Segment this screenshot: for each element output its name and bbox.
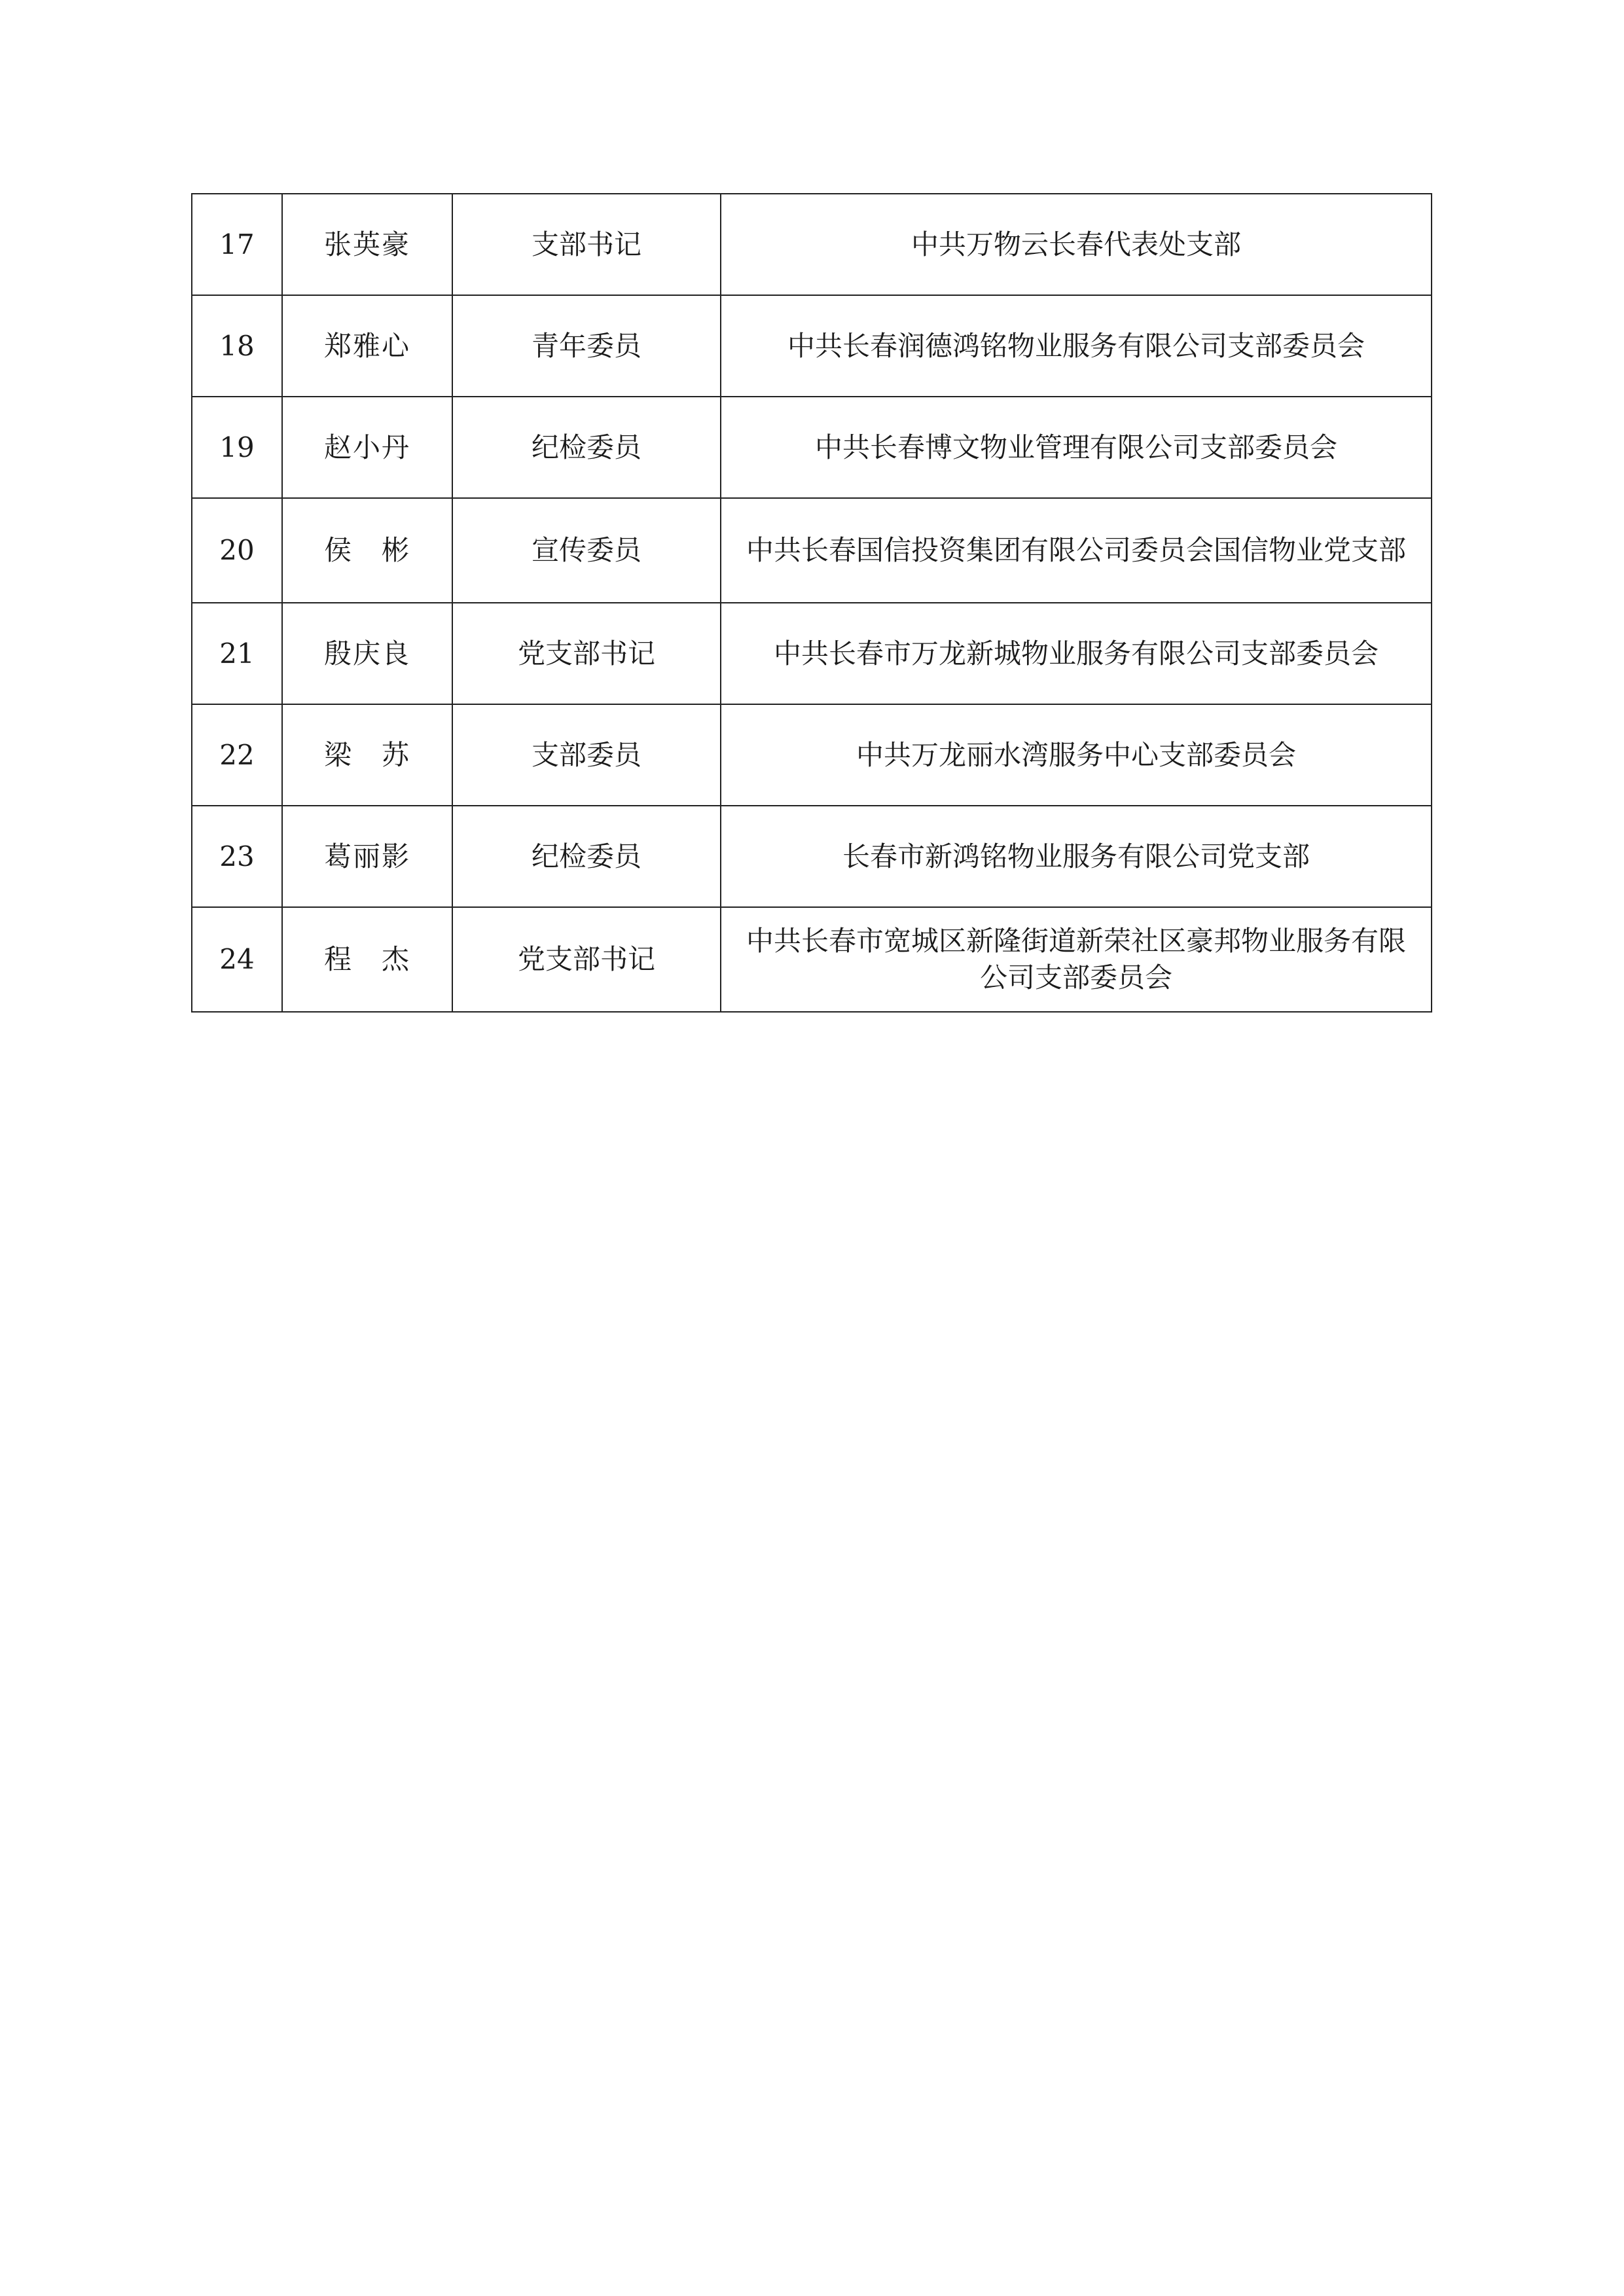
member-role: 纪检委员 [452, 806, 721, 907]
organization-name: 中共长春润德鸿铭物业服务有限公司支部委员会 [721, 295, 1432, 397]
member-name: 程 杰 [282, 907, 452, 1012]
organization-name: 中共长春市宽城区新隆街道新荣社区豪邦物业服务有限公司支部委员会 [721, 907, 1432, 1012]
table-row [192, 603, 1432, 704]
row-number: 19 [192, 397, 282, 498]
table-row [192, 907, 1432, 1012]
member-role: 党支部书记 [452, 907, 721, 1012]
member-role: 宣传委员 [452, 498, 721, 603]
member-name: 侯 彬 [282, 498, 452, 603]
row-number: 20 [192, 498, 282, 603]
organization-name: 中共万物云长春代表处支部 [721, 194, 1432, 295]
member-name: 张英豪 [282, 194, 452, 295]
organization-name: 中共长春国信投资集团有限公司委员会国信物业党支部 [721, 498, 1432, 603]
table-row [192, 704, 1432, 806]
row-number: 23 [192, 806, 282, 907]
row-number: 22 [192, 704, 282, 806]
member-role: 青年委员 [452, 295, 721, 397]
member-role: 支部委员 [452, 704, 721, 806]
member-name: 殷庆良 [282, 603, 452, 704]
organization-name: 中共万龙丽水湾服务中心支部委员会 [721, 704, 1432, 806]
row-number: 17 [192, 194, 282, 295]
party-member-table [191, 193, 1432, 1013]
member-name: 郑雅心 [282, 295, 452, 397]
organization-name: 中共长春博文物业管理有限公司支部委员会 [721, 397, 1432, 498]
member-name: 梁 苏 [282, 704, 452, 806]
row-number: 18 [192, 295, 282, 397]
member-name: 赵小丹 [282, 397, 452, 498]
table-row [192, 498, 1432, 603]
member-name: 葛丽影 [282, 806, 452, 907]
table-row [192, 295, 1432, 397]
table-row [192, 397, 1432, 498]
row-number: 24 [192, 907, 282, 1012]
table-row [192, 194, 1432, 295]
row-number: 21 [192, 603, 282, 704]
organization-name: 长春市新鸿铭物业服务有限公司党支部 [721, 806, 1432, 907]
table-row [192, 806, 1432, 907]
member-role: 支部书记 [452, 194, 721, 295]
organization-name: 中共长春市万龙新城物业服务有限公司支部委员会 [721, 603, 1432, 704]
member-role: 纪检委员 [452, 397, 721, 498]
member-role: 党支部书记 [452, 603, 721, 704]
